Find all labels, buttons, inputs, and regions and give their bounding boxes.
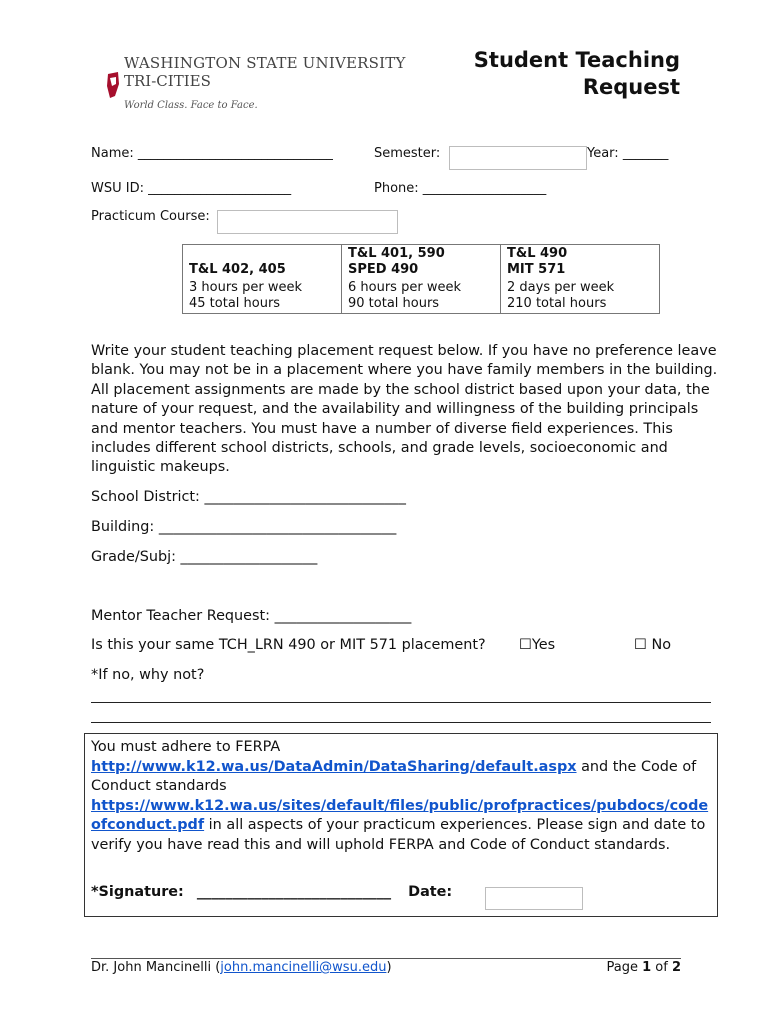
school-district-field [91, 489, 406, 505]
yes-checkbox[interactable]: ☐Yes [519, 637, 556, 653]
title-line1: Student Teaching [473, 48, 680, 72]
date-input[interactable] [485, 887, 583, 910]
name-blank[interactable]: ______________________________ [137, 146, 333, 161]
page-of: of [651, 960, 672, 975]
ferpa-text-3: in all aspects of your practicum experiences. Please sign and date to verify you have read this and will uphold FERPA and Code of Conduct standards. [91, 817, 706, 853]
why-not-line-2[interactable] [91, 722, 711, 723]
hours-per-week: 6 hours per week [348, 280, 461, 295]
course-hours-2 [342, 279, 501, 314]
course-hours-3 [501, 279, 660, 314]
title-line2: Request [582, 75, 680, 99]
course-code: SPED 490 [348, 262, 419, 277]
signature-label: *Signature: [91, 884, 184, 900]
practicum-label: Practicum Course: [91, 209, 210, 224]
table-row [183, 279, 660, 314]
mentor-teacher-field [91, 608, 411, 624]
mentor-label: Mentor Teacher Request: [91, 608, 271, 624]
date-label: Date: [408, 884, 453, 900]
phone-field [374, 181, 546, 196]
course-code: T&L 490 [507, 246, 568, 261]
grade-subject-field [91, 549, 317, 565]
name-field [91, 146, 333, 161]
footer-contact-name: Dr. John Mancinelli ( [91, 960, 221, 975]
course-heading-1 [183, 245, 342, 280]
mentor-blank[interactable]: ___________________ [274, 608, 412, 624]
footer-divider [91, 958, 681, 959]
name-label: Name: [91, 146, 134, 161]
ferpa-text-2: and the Code of Conduct standards [91, 758, 697, 794]
why-not-line-1[interactable] [91, 702, 711, 703]
hours-per-week: 2 days per week [507, 280, 615, 295]
wsu-id-blank[interactable]: ______________________ [148, 181, 292, 196]
practicum-input[interactable] [217, 210, 398, 234]
no-checkbox[interactable]: ☐ No [634, 637, 672, 653]
page-total: 2 [671, 960, 681, 975]
page-prefix: Page [606, 960, 643, 975]
course-code: T&L 402, 405 [189, 262, 286, 277]
phone-label: Phone: [374, 181, 419, 196]
course-code: T&L 401, 590 [348, 246, 445, 261]
semester-label: Semester: [374, 146, 441, 161]
building-blank[interactable]: _________________________________ [158, 519, 397, 535]
signature-blank[interactable]: ___________________________ [196, 884, 392, 900]
page-current: 1 [642, 960, 652, 975]
grade-blank[interactable]: ___________________ [180, 549, 318, 565]
course-code: MIT 571 [507, 262, 566, 277]
course-heading-2 [342, 245, 501, 280]
course-hours-table [182, 244, 660, 314]
total-hours: 90 total hours [348, 296, 440, 311]
ferpa-data-sharing-link[interactable]: http://www.k12.wa.us/DataAdmin/DataSharing/default.aspx [91, 758, 577, 775]
instructions-paragraph: Write your student teaching placement request below. If you have no preference leave blank. You may not be in a placement where you have family members in the building. All placement assignments are made by the school district based upon your data, the nature of your request, and the availability and willingness of the building principals and mentor teachers. You must have a number of diverse field experiences. This includes different school districts, schools, and grade levels, socioeconomic and linguistic makeups. [91, 343, 718, 476]
district-label: School District: [91, 489, 200, 505]
district-blank[interactable]: ____________________________ [204, 489, 406, 505]
signature-row [91, 884, 452, 900]
page-title [474, 47, 680, 101]
course-hours-1 [183, 279, 342, 314]
page-number [607, 960, 682, 975]
footer-contact-close: ) [386, 960, 392, 975]
semester-input[interactable] [449, 146, 587, 170]
phone-blank[interactable]: ___________________ [422, 181, 547, 196]
same-placement-question: Is this your same TCH_LRN 490 or MIT 571 placement? [91, 637, 486, 653]
code-of-conduct-link[interactable]: https://www.k12.wa.us/sites/default/files/public/profpractices/pubdocs/codeofconduct.pdf [91, 797, 709, 833]
ferpa-text [91, 738, 713, 855]
ferpa-agreement-box [84, 733, 718, 917]
grade-label: Grade/Subj: [91, 549, 176, 565]
course-heading-3 [501, 245, 660, 280]
footer-email-link[interactable]: john.mancinelli@wsu.edu [220, 960, 387, 975]
hours-per-week: 3 hours per week [189, 280, 302, 295]
year-label: Year: [587, 146, 619, 161]
university-logo [98, 52, 406, 116]
wsu-coug-head-icon [106, 70, 120, 100]
ferpa-text-1: You must adhere to FERPA [91, 739, 281, 755]
why-not-label: *If no, why not? [91, 667, 205, 683]
building-field [91, 519, 396, 535]
year-field [587, 146, 668, 161]
table-row [183, 245, 660, 280]
total-hours: 45 total hours [189, 296, 281, 311]
building-label: Building: [91, 519, 155, 535]
wsu-id-field [91, 181, 291, 196]
tagline: World Class. Face to Face. [124, 100, 258, 111]
wsu-id-label: WSU ID: [91, 181, 144, 196]
total-hours: 210 total hours [507, 296, 607, 311]
page-footer [91, 960, 681, 975]
university-name: WASHINGTON STATE UNIVERSITY [124, 54, 406, 72]
campus-name: TRI-CITIES [124, 72, 211, 90]
year-blank[interactable]: _______ [622, 146, 669, 161]
